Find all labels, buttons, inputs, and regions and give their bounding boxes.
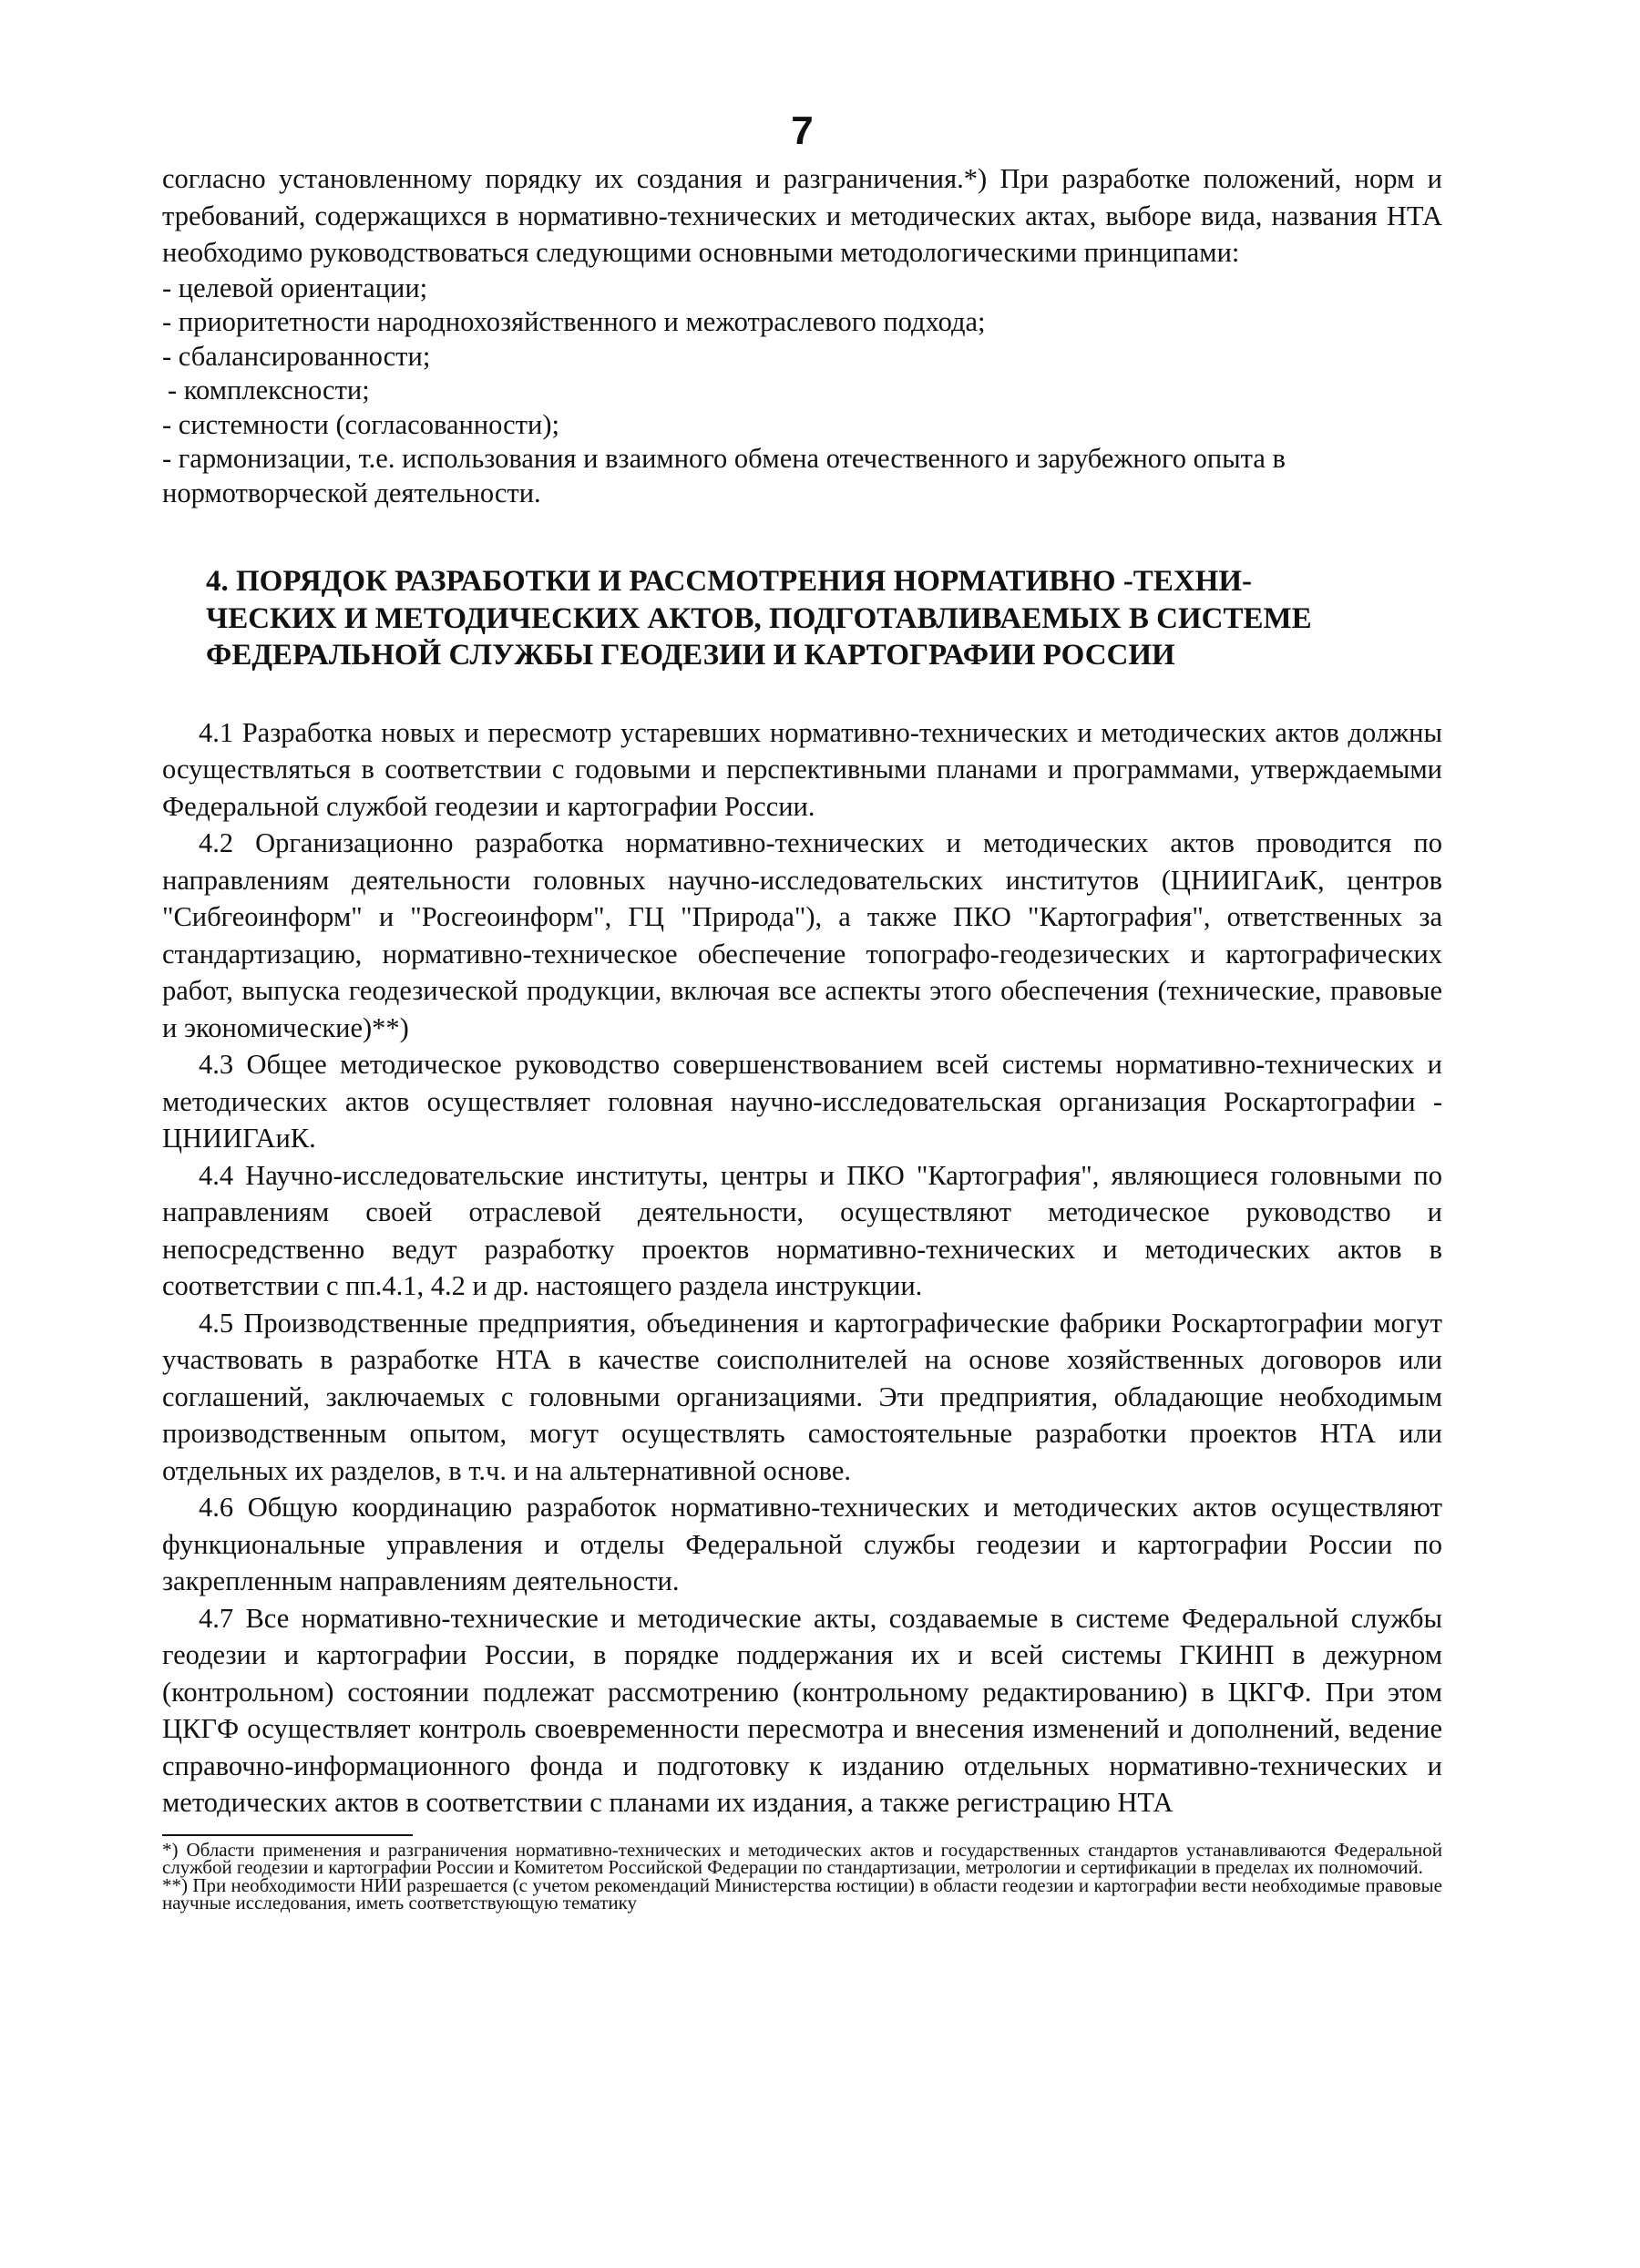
clause-4-5: 4.5 Производственные предприятия, объединения и картографические фабрики Роскартографии могут участвовать в разработке НТА в качестве соисполнителей на основе хозяйственных договоров или соглашений, заключаемых с головными организациями. Эти предприятия, обладающие необходимым производственным опытом, могут осуществлять самостоятельные разработки проектов НТА или отдельных их разделов, в т.ч. и на альтернативной основе. [162,1307,1442,1486]
intro-paragraph: согласно установленному порядку их создания и разграничения.*) При разработке положений, норм и требований, содержащихся в нормативно-технических и методических актах, выборе вида, названия НТА необходимо руководствоваться следующими основными методологическими принципами: [162,163,1442,268]
section-heading [162,563,1442,674]
section-heading-line: ФЕДЕРАЛЬНОЙ СЛУЖБЫ ГЕОДЕЗИИ И КАРТОГРАФИИ РОССИИ [206,639,1175,672]
clause-4-3: 4.3 Общее методическое руководство совершенствованием всей системы нормативно-технических и методических актов осуществляет головная научно-исследовательская организация Роскартографии - ЦНИИГАиК. [162,1049,1442,1154]
section-body [162,714,1442,1822]
document-page [162,108,1442,1913]
principle-item: - системности (согласованности); [162,408,559,440]
principle-item: - гармонизации, т.е. использования и взаимного обмена отечественного и зарубежного опыта в нормотворческой деятельности. [162,443,1286,508]
principles-list [162,272,1442,511]
clause-4-7: 4.7 Все нормативно-технические и методические акты, создаваемые в системе Федеральной службы геодезии и картографии России, в порядке поддержания их и всей системы ГКИНП в дежурном (контрольном) состоянии подлежат рассмотрению (контрольному редактированию) в ЦКГФ. При этом ЦКГФ осуществляет контроль своевременности пересмотра и внесения изменений и дополнений, ведение справочно-информационного фонда и подготовку к изданию отдельных нормативно-технических и методических актов в соответствии с планами их издания, а также регистрацию НТА [162,1602,1442,1818]
section-heading-line: 4. ПОРЯДОК РАЗРАБОТКИ И РАССМОТРЕНИЯ НОРМАТИВНО -ТЕХНИ- [206,565,1252,598]
footnote-divider [162,1834,413,1836]
clause-4-6: 4.6 Общую координацию разработок нормативно-технических и методических актов осуществляют функциональные управления и отделы Федеральной службы геодезии и картографии России по закрепленным направлениям деятельности. [162,1492,1442,1596]
footnote-2: **) При необходимости НИИ разрешается (с учетом рекомендаций Министерства юстиции) в области геодезии и картографии вести необходимые правовые научные исследования, иметь соответствующую тематику [162,1873,1442,1914]
footnote-1: *) Области применения и разграничения нормативно-технических и методических актов и государственных стандартов устанавливаются Федеральной службой геодезии и картографии России и Комитетом Российской Федерации по стандартизации, метрологии и сертификации в пределах их полномочий. [162,1838,1442,1878]
clause-4-1: 4.1 Разработка новых и пересмотр устаревших нормативно-технических и методических актов должны осуществляться в соответствии с годовыми и перспективными планами и программами, утверждаемыми Федеральной службой геодезии и картографии России. [162,716,1442,822]
section-heading-line: ЧЕСКИХ И МЕТОДИЧЕСКИХ АКТОВ, ПОДГОТАВЛИВАЕМЫХ В СИСТЕМЕ [206,601,1312,635]
principle-item: - комплексности; [168,375,370,405]
page-number: 7 [791,108,814,153]
principle-item: - приоритетности народнохозяйственного и межотраслевого подхода; [162,306,986,337]
principle-item: - целевой ориентации; [162,272,428,303]
principle-item: - сбалансированности; [162,340,431,372]
clause-4-4: 4.4 Научно-исследовательские институты, центры и ПКО "Картография", являющиеся головными по направлениям своей отраслевой деятельности, осуществляют методическое руководство и непосредственно ведут разработку проектов нормативно-технических и методических актов в соответствии с пп.4.1, 4.2 и др. настоящего раздела инструкции. [162,1159,1442,1301]
clause-4-2: 4.2 Организационно разработка нормативно-технических и методических актов проводится по направлениям деятельности головных научно-исследовательских институтов (ЦНИИГАиК, центров "Сибгеоинформ" и "Росгеоинформ", ГЦ "Природа"), а также ПКО "Картография", ответственных за стандартизацию, нормативно-техническое обеспечение топографо-геодезических и картографических работ, выпуска геодезической продукции, включая все аспекты этого обеспечения (технические, правовые и экономические)**) [162,827,1442,1043]
